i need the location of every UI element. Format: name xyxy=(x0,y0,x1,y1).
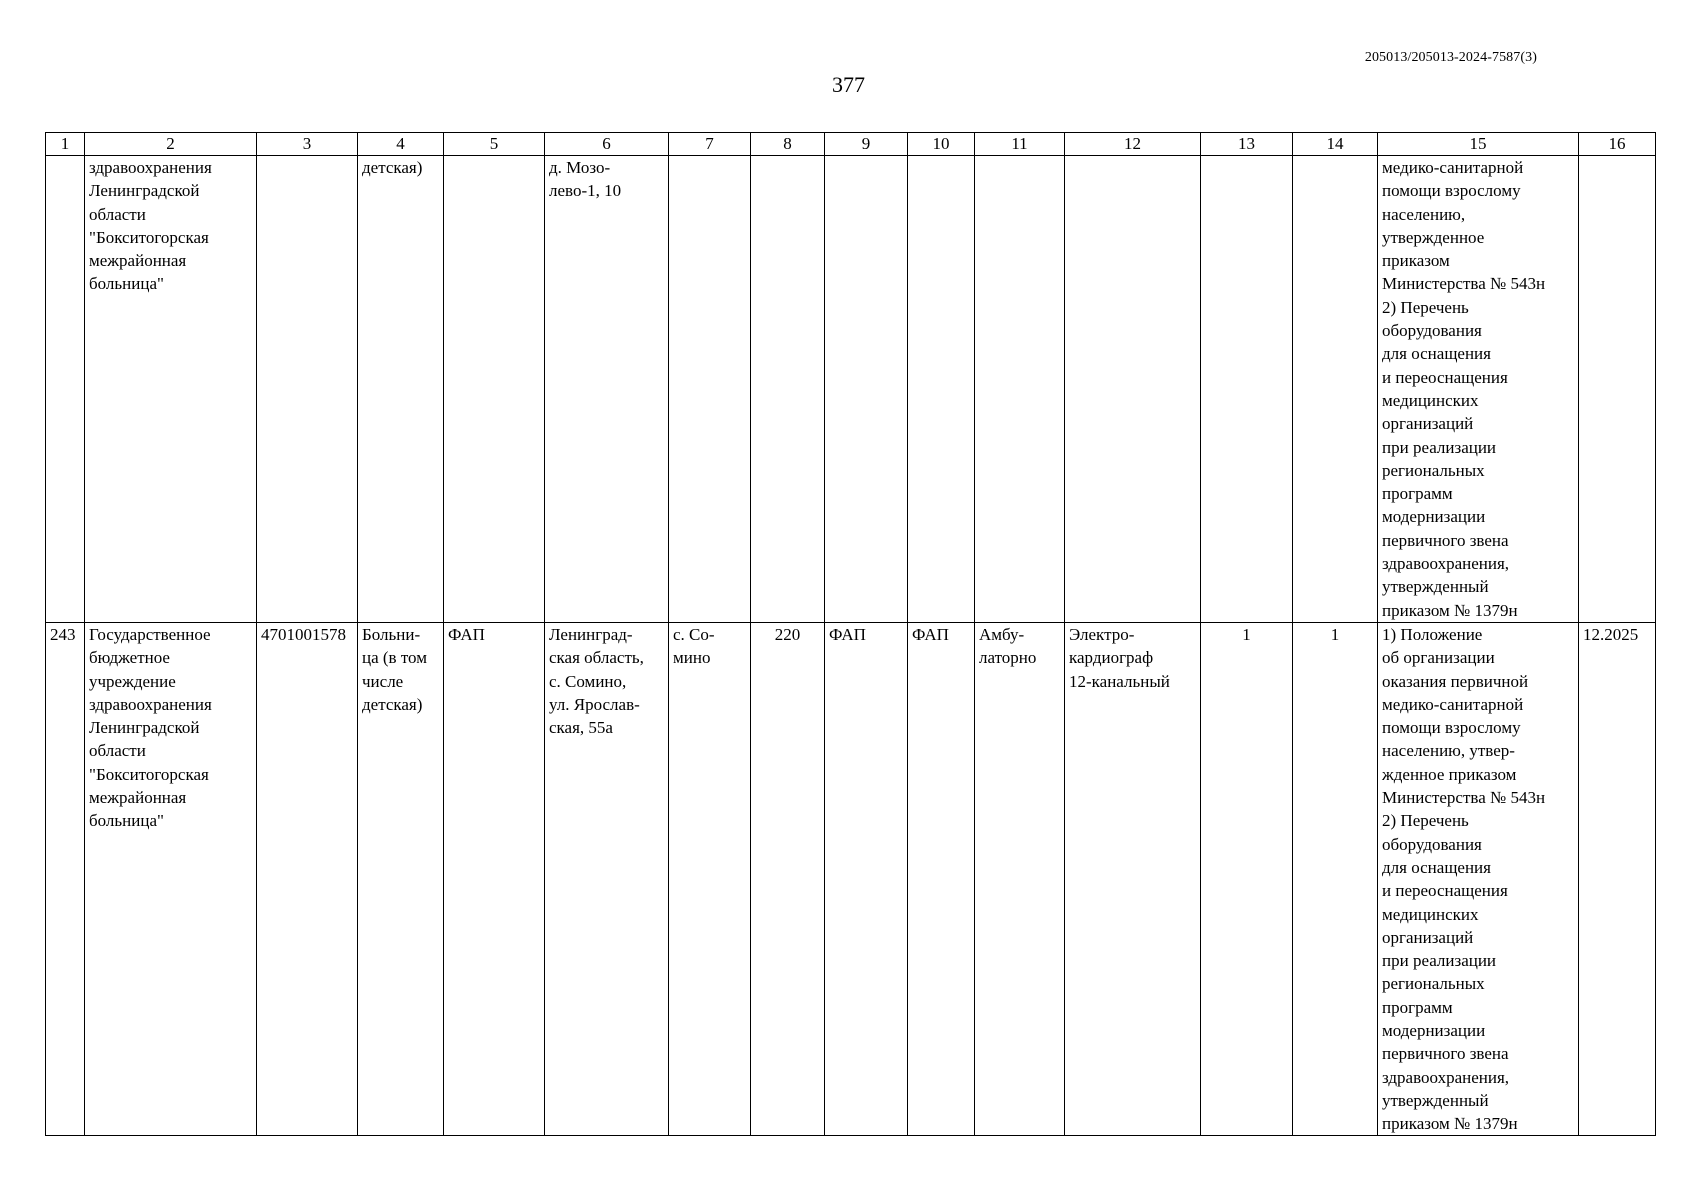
column-number: 1 xyxy=(46,133,85,156)
cell-equipment: Электро- кардиограф 12-канальный xyxy=(1065,622,1201,1136)
column-number: 5 xyxy=(444,133,545,156)
cell-population xyxy=(751,156,825,623)
column-number: 8 xyxy=(751,133,825,156)
cell-row-number: 243 xyxy=(46,622,85,1136)
document-id: 205013/205013-2024-7587(3) xyxy=(1364,50,1537,65)
cell-facility-type: детская) xyxy=(358,156,444,623)
cell-population: 220 xyxy=(751,622,825,1136)
column-number: 7 xyxy=(669,133,751,156)
column-number: 13 xyxy=(1201,133,1293,156)
cell-inn xyxy=(257,156,358,623)
cell-quantity xyxy=(1201,156,1293,623)
column-number: 16 xyxy=(1579,133,1656,156)
column-number: 4 xyxy=(358,133,444,156)
cell-unit xyxy=(444,156,545,623)
cell-quantity-2 xyxy=(1293,156,1378,623)
column-number: 15 xyxy=(1378,133,1579,156)
cell-col-9: ФАП xyxy=(825,622,908,1136)
data-table xyxy=(45,132,1656,1136)
cell-organization: здравоохранения Ленинградской области "Бокситогорская межрайонная больница" xyxy=(85,156,257,623)
cell-equipment xyxy=(1065,156,1201,623)
cell-address: д. Мозо- лево-1, 10 xyxy=(545,156,669,623)
cell-unit: ФАП xyxy=(444,622,545,1136)
column-number: 12 xyxy=(1065,133,1201,156)
page-number: 377 xyxy=(832,72,865,97)
cell-regulation: медико-санитарной помощи взрослому населению, утвержденное приказом Министерства № 543н 2) Перечень оборудования для оснащения и переоснащения медицинских организаций при реализации региональных программ модернизации первичного звена здравоохранения, утвержденный приказом № 1379н xyxy=(1378,156,1579,623)
cell-quantity-2: 1 xyxy=(1293,622,1378,1136)
cell-facility-type: Больни- ца (в том числе детская) xyxy=(358,622,444,1136)
column-number: 9 xyxy=(825,133,908,156)
cell-address: Ленинград- ская область, с. Сомино, ул. Ярослав- ская, 55а xyxy=(545,622,669,1136)
column-number: 10 xyxy=(908,133,975,156)
table-row xyxy=(46,622,1656,1136)
cell-row-number xyxy=(46,156,85,623)
cell-organization: Государственное бюджетное учреждение здравоохранения Ленинградской области "Бокситогорская межрайонная больница" xyxy=(85,622,257,1136)
column-number-row xyxy=(46,133,1656,156)
column-number: 11 xyxy=(975,133,1065,156)
cell-col-10 xyxy=(908,156,975,623)
cell-settlement xyxy=(669,156,751,623)
cell-deadline xyxy=(1579,156,1656,623)
column-number: 6 xyxy=(545,133,669,156)
cell-col-10: ФАП xyxy=(908,622,975,1136)
cell-inn: 4701001578 xyxy=(257,622,358,1136)
cell-quantity: 1 xyxy=(1201,622,1293,1136)
column-number: 3 xyxy=(257,133,358,156)
table-row xyxy=(46,156,1656,623)
cell-settlement: с. Со- мино xyxy=(669,622,751,1136)
cell-deadline: 12.2025 xyxy=(1579,622,1656,1136)
cell-regulation: 1) Положение об организации оказания первичной медико-санитарной помощи взрослому населению, утвер- жденное приказом Министерства № 543н 2) Перечень оборудования для оснащения и переоснащения медицинских организаций при реализации региональных программ модернизации первичного звена здравоохранения, утвержденный приказом № 1379н xyxy=(1378,622,1579,1136)
cell-col-9 xyxy=(825,156,908,623)
column-number: 2 xyxy=(85,133,257,156)
column-number: 14 xyxy=(1293,133,1378,156)
cell-care-condition xyxy=(975,156,1065,623)
cell-care-condition: Амбу- латорно xyxy=(975,622,1065,1136)
